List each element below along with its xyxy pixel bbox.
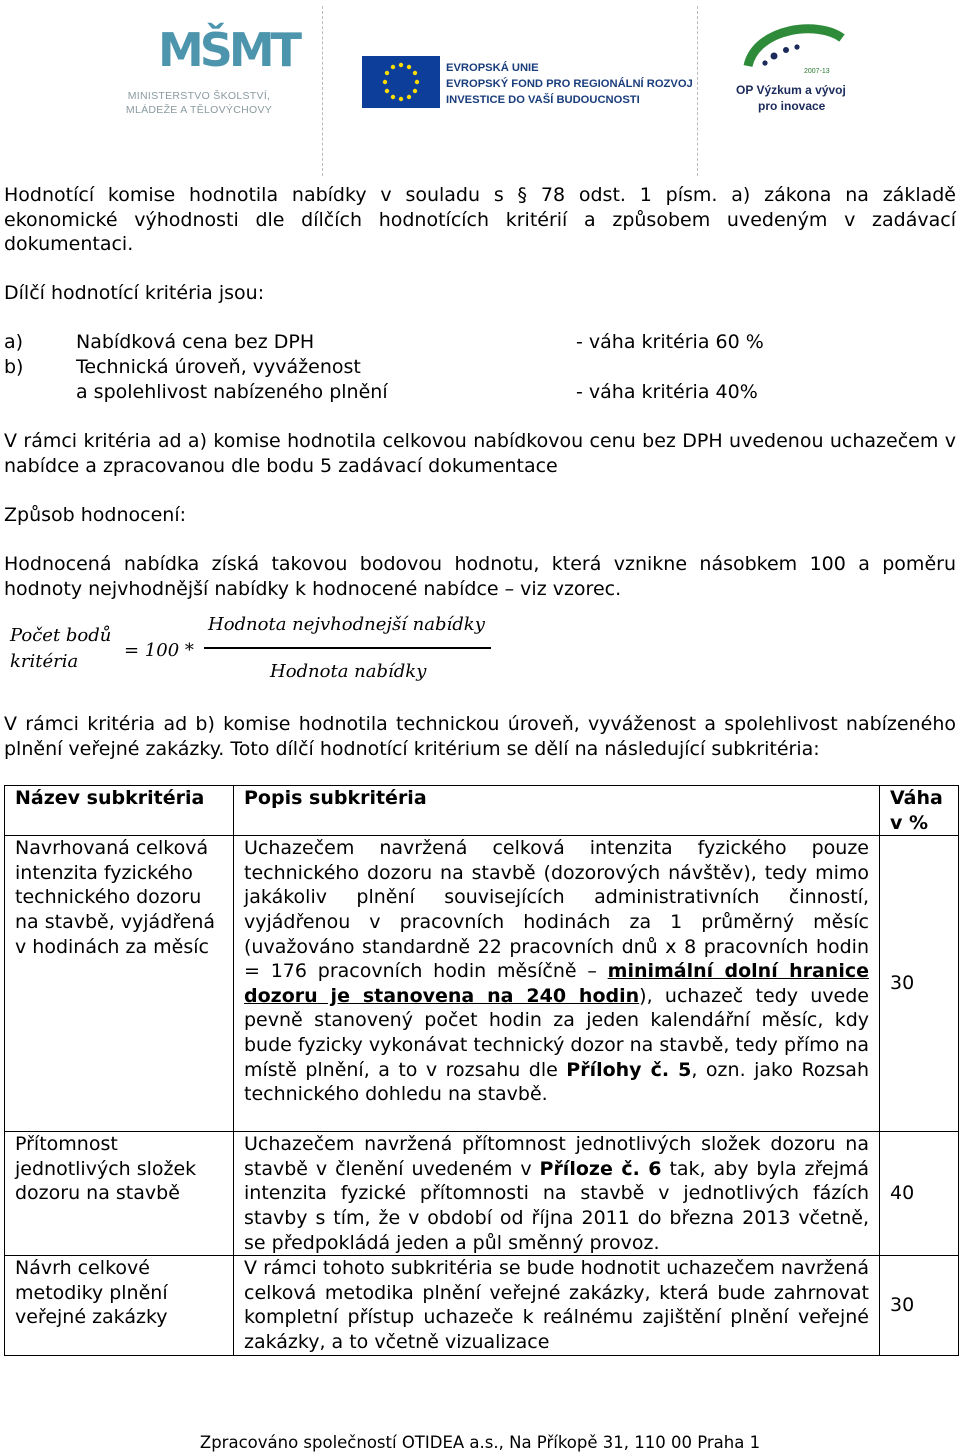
table-header-row <box>5 786 959 836</box>
bold-text: Příloze č. 6 <box>539 1157 662 1180</box>
table-header-cell: Váha v % <box>880 786 959 836</box>
eu-flag-icon <box>362 56 440 108</box>
criterion-name-continued: a spolehlivost nabízeného plnění <box>76 381 388 403</box>
msmt-line2: MLÁDEŽE A TĚLOVÝCHOVY <box>125 104 273 116</box>
svg-text:MŠMT: MŠMT <box>158 23 299 77</box>
op-line1: OP Výzkum a vývoj <box>736 83 846 97</box>
intro-paragraph: Hodnotící komise hodnotila nabídky v souladu s § 78 odst. 1 písm. a) zákona na základě ekonomické výhodnosti dle dílčích hodnotících kritérií a způsobem uvedeným v zadávací dokumentaci. <box>4 184 956 256</box>
subcriterion-weight: 30 <box>880 1256 959 1355</box>
subcriterion-description: Uchazečem navržená přítomnost jednotlivých složek dozoru na stavbě v členění uvedeném v Příloze č. 6 tak, aby byla zřejmá intenzita fyzické přítomnosti na stavbě v jednotlivých fázích stavby s tím, že v období od října 2011 do března 2013 včetně, se předpokládá jeden a půl směnný provoz. <box>234 1132 880 1256</box>
subcriteria-table <box>4 785 959 1356</box>
msmt-line1: MINISTERSTVO ŠKOLSTVÍ, <box>127 90 271 102</box>
criterion-weight: - váha kritéria 40% <box>576 381 758 403</box>
formula-equals: = 100 * <box>124 640 194 661</box>
eu-line2: EVROPSKÝ FOND PRO REGIONÁLNÍ ROZVOJ <box>446 78 693 90</box>
msmt-monogram-icon <box>154 20 299 78</box>
eu-line1: EVROPSKÁ UNIE <box>446 62 539 74</box>
page-footer: Zpracováno společností OTIDEA a.s., Na Příkopě 31, 110 00 Praha 1 <box>199 1433 761 1452</box>
formula-denominator: Hodnota nabídky <box>270 661 427 682</box>
bold-text: Přílohy č. 5 <box>566 1058 692 1081</box>
table-row <box>5 1132 959 1256</box>
table-row <box>5 1256 959 1355</box>
op-line2: pro inovace <box>758 99 826 113</box>
method-heading: Způsob hodnocení: <box>4 504 186 526</box>
criterion-name: Technická úroveň, vyváženost <box>76 356 361 378</box>
subcriterion-weight: 40 <box>880 1132 959 1256</box>
criterion-a-paragraph: V rámci kritéria ad a) komise hodnotila celkovou nabídkovou cenu bez DPH uvedenou uchazečem v nabídce a zpracovanou dle bodu 5 zadávací dokumentace <box>4 430 956 477</box>
subcriterion-description: V rámci tohoto subkritéria se bude hodnotit uchazečem navržená celková metodika plnění veřejné zakázky, která bude zahrnovat kompletní přístup uchazeče k reálnému zajištění plnění veřejné zakázky, a to včetně vizualizace <box>234 1256 880 1355</box>
eu-line3: INVESTICE DO VAŠÍ BUDOUCNOSTI <box>446 94 640 106</box>
criteria-heading: Dílčí hodnotící kritéria jsou: <box>4 282 265 304</box>
subcriterion-name: Návrh celkové metodiky plnění veřejné zakázky <box>5 1256 234 1355</box>
criterion-name: Nabídková cena bez DPH <box>76 331 315 353</box>
table-header-cell: Popis subkritéria <box>234 786 880 836</box>
criterion-b-paragraph: V rámci kritéria ad b) komise hodnotila technickou úroveň, vyváženost a spolehlivost nabízeného plnění veřejné zakázky. Toto dílčí hodnotící kritérium se dělí na následující subkritéria: <box>4 713 956 760</box>
criterion-weight: - váha kritéria 60 % <box>576 331 764 353</box>
table-header-cell: Název subkritéria <box>5 786 234 836</box>
subcriterion-weight: 30 <box>880 836 959 1132</box>
eu-logo <box>362 50 693 112</box>
header-separator <box>322 6 323 176</box>
formula-fraction-bar <box>204 647 491 649</box>
criterion-letter: a) <box>4 331 24 353</box>
formula-lhs-line2: kritéria <box>10 651 79 672</box>
subcriterion-description: Uchazečem navržená celková intenzita fyzického pouze technického dozoru na stavbě (dozorových návštěv), tedy mimo jakákoliv plnění souvisejících administrativních činností, vyjádřenou v pracovních hodinách za 1 průměrný měsíc (uvažováno standardně 22 pracovních dnů x 8 pracovních hodin = 176 pracovních hodin měsíčně – minimální dolní hranice dozoru je stanovena na 240 hodin), uchazeč tedy uvede pevně stanovený počet hodin za jeden kalendářní měsíc, kdy bude fyzicky vykonávat technický dozor na stavbě, tedy přímo na místě plnění, a to v rozsahu dle Přílohy č. 5, ozn. jako Rozsah technického dohledu na stavbě. <box>234 836 880 1132</box>
header-separator <box>697 6 698 176</box>
subcriterion-name: Přítomnost jednotlivých složek dozoru na stavbě <box>5 1132 234 1256</box>
op-years: 2007-13 <box>804 68 830 75</box>
formula-numerator: Hodnota nejvhodnejší nabídky <box>208 614 485 635</box>
subcriterion-name: Navrhovaná celková intenzita fyzického technického dozoru na stavbě, vyjádřená v hodinách za měsíc <box>5 836 234 1132</box>
underlined-bold-text: minimální dolní hranice dozoru je stanovena na 240 hodin <box>244 960 869 1007</box>
formula-lhs-line1: Počet bodů <box>10 625 112 646</box>
op-logo <box>734 18 854 113</box>
msmt-logo <box>108 18 299 116</box>
table-row <box>5 836 959 1132</box>
method-paragraph: Hodnocená nabídka získá takovou bodovou hodnotu, která vznikne násobkem 100 a poměru hodnoty nejvhodnější nabídky k hodnocené nabídce – viz vzorec. <box>4 553 956 600</box>
op-swoosh-icon <box>738 18 850 78</box>
criterion-letter: b) <box>4 356 24 378</box>
